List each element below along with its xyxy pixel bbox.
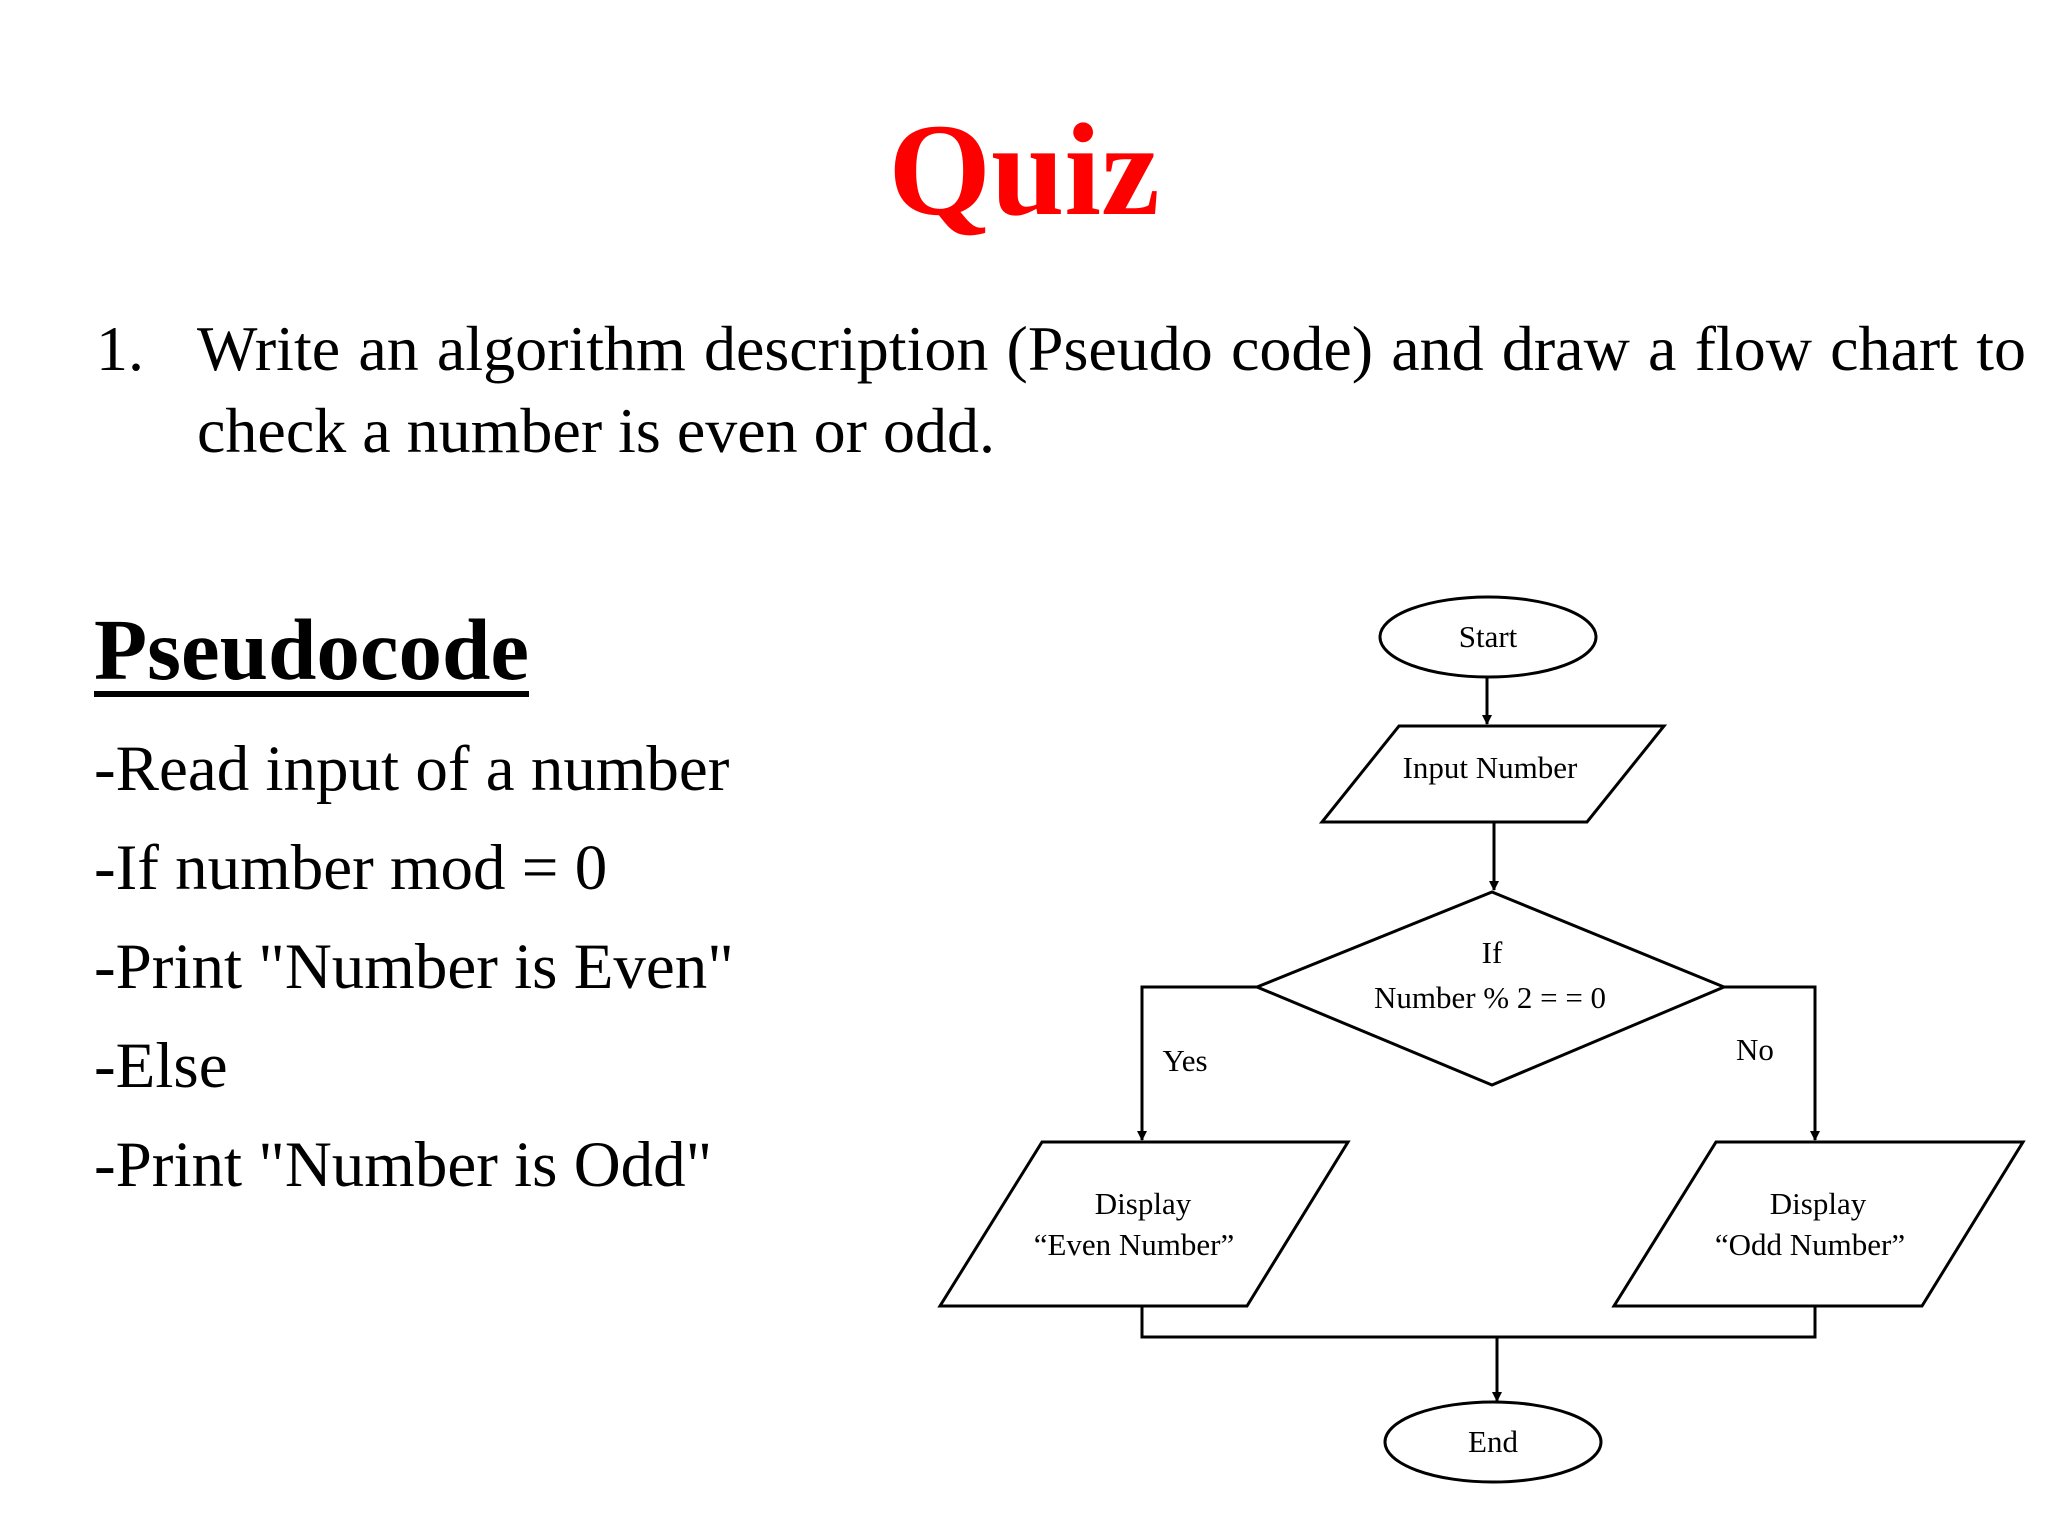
- input-label: Input Number: [1402, 750, 1578, 785]
- decision-line-2: Number % 2 = = 0: [1373, 980, 1607, 1015]
- display-even-shape: [940, 1142, 1348, 1306]
- pseudocode-line: -Else: [94, 1030, 228, 1102]
- display-even-line-2: “Even Number”: [1033, 1227, 1235, 1262]
- quiz-title: Quiz: [888, 96, 1160, 243]
- end-label: End: [1468, 1424, 1518, 1459]
- no-label: No: [1736, 1032, 1774, 1067]
- yes-label: Yes: [1162, 1043, 1208, 1078]
- start-label: Start: [1458, 619, 1518, 654]
- pseudocode-line: -Read input of a number: [94, 733, 730, 805]
- display-odd-line-2: “Odd Number”: [1714, 1227, 1906, 1262]
- decision-line-1: If: [1481, 935, 1503, 970]
- pseudocode-heading: Pseudocode: [94, 601, 529, 698]
- pseudocode-line: -Print "Number is Odd": [94, 1129, 713, 1201]
- display-even-line-1: Display: [1094, 1186, 1192, 1221]
- display-odd-shape: [1614, 1142, 2023, 1306]
- question-number: 1.: [96, 313, 144, 384]
- merge-connector: [1142, 1306, 1815, 1337]
- display-odd-line-1: Display: [1769, 1186, 1867, 1221]
- pseudocode-line: -Print "Number is Even": [94, 931, 734, 1003]
- pseudocode-line: -If number mod = 0: [94, 832, 608, 904]
- question-text: Write an algorithm description (Pseudo code) and draw a flow chart to check a number is even or odd.: [197, 313, 2026, 466]
